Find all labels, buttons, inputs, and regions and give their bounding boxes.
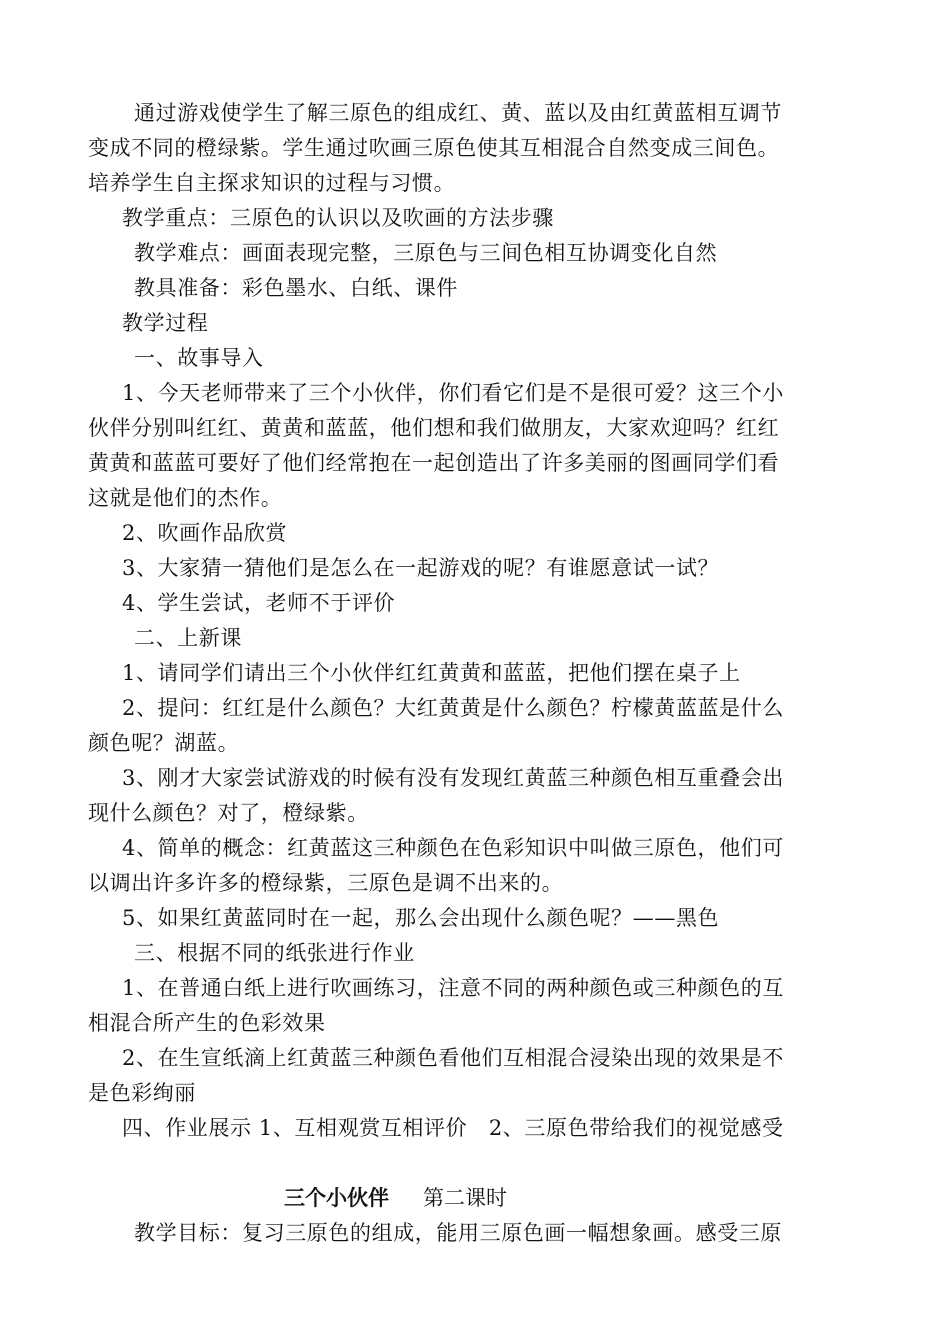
- paragraph-line: 2、在生宣纸滴上红黄蓝三种颜色看他们互相混合浸染出现的效果是不: [122, 1046, 784, 1070]
- objective-line: 教学目标：复习三原色的组成，能用三原色画一幅想象画。感受三原: [134, 1221, 782, 1245]
- paragraph-line: 4、学生尝试，老师不于评价: [122, 591, 396, 615]
- paragraph-line: 现什么颜色？对了，橙绿紫。: [88, 801, 369, 825]
- paragraph-line: 通过游戏使学生了解三原色的组成红、黄、蓝以及由红黄蓝相互调节: [134, 101, 782, 125]
- paragraph-line: 2、提问：红红是什么颜色？大红黄黄是什么颜色？柠檬黄蓝蓝是什么: [122, 696, 784, 720]
- section-heading: 教学过程: [122, 311, 209, 335]
- section-heading: 四、作业展示 1、互相观赏互相评价 2、三原色带给我们的视觉感受: [122, 1116, 784, 1140]
- paragraph-line: 4、简单的概念：红黄蓝这三种颜色在色彩知识中叫做三原色，他们可: [122, 836, 784, 860]
- paragraph-line: 相混合所产生的色彩效果: [88, 1011, 326, 1035]
- paragraph-line: 2、吹画作品欣赏: [122, 521, 288, 545]
- lesson-title: [284, 1183, 507, 1213]
- paragraph-line: 变成不同的橙绿紫。学生通过吹画三原色使其互相混合自然变成三间色。: [88, 136, 780, 160]
- paragraph-line: 培养学生自主探求知识的过程与习惯。: [88, 171, 456, 195]
- materials-line: 教具准备：彩色墨水、白纸、课件: [134, 276, 458, 300]
- section-heading: 一、故事导入: [134, 346, 264, 370]
- paragraph-line: 1、在普通白纸上进行吹画练习，注意不同的两种颜色或三种颜色的互: [122, 976, 784, 1000]
- paragraph-line: 这就是他们的杰作。: [88, 486, 283, 510]
- paragraph-line: 是色彩绚丽: [88, 1081, 196, 1105]
- paragraph-line: 3、刚才大家尝试游戏的时候有没有发现红黄蓝三种颜色相互重叠会出: [122, 766, 784, 790]
- key-point-line: 教学重点：三原色的认识以及吹画的方法步骤: [122, 206, 554, 230]
- paragraph-line: 伙伴分别叫红红、黄黄和蓝蓝，他们想和我们做朋友，大家欢迎吗？红红: [88, 416, 780, 440]
- lesson-title-main: 三个小伙伴: [284, 1185, 389, 1210]
- paragraph-line: 3、大家猜一猜他们是怎么在一起游戏的呢？有谁愿意试一试？: [122, 556, 720, 580]
- lesson-title-sub: 第二课时: [423, 1186, 507, 1210]
- paragraph-line: 1、请同学们请出三个小伙伴红红黄黄和蓝蓝，把他们摆在桌子上: [122, 661, 741, 685]
- paragraph-line: 1、今天老师带来了三个小伙伴，你们看它们是不是很可爱？这三个小: [122, 381, 784, 405]
- difficulty-line: 教学难点：画面表现完整，三原色与三间色相互协调变化自然: [134, 241, 718, 265]
- paragraph-line: 以调出许多许多的橙绿紫，三原色是调不出来的。: [88, 871, 564, 895]
- paragraph-line: 5、如果红黄蓝同时在一起，那么会出现什么颜色呢？——黑色: [122, 906, 720, 930]
- section-heading: 三、根据不同的纸张进行作业: [134, 941, 415, 965]
- paragraph-line: 颜色呢？湖蓝。: [88, 731, 240, 755]
- paragraph-line: 黄黄和蓝蓝可要好了他们经常抱在一起创造出了许多美丽的图画同学们看: [88, 451, 780, 475]
- section-heading: 二、上新课: [134, 626, 242, 650]
